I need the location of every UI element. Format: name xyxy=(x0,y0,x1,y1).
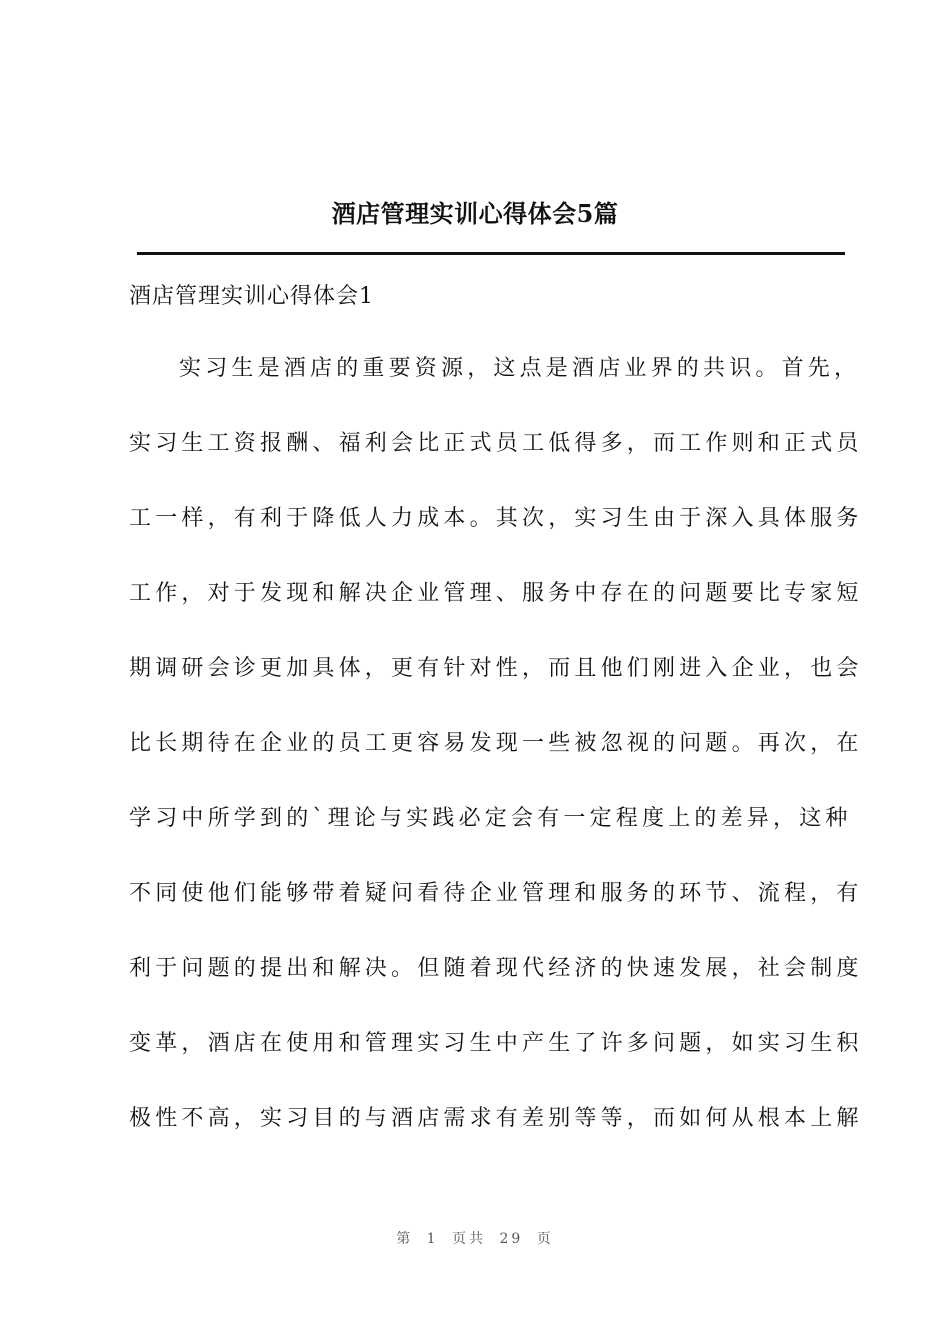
paragraph-line: 极性不高，实习目的与酒店需求有差别等等，而如何从根本上解 xyxy=(129,1106,863,1131)
paragraph-line: 期调研会诊更加具体，更有针对性，而且他们刚进入企业，也会 xyxy=(129,656,863,681)
paragraph-line: 利于问题的提出和解决。但随着现代经济的快速发展，社会制度 xyxy=(129,956,863,981)
section-heading: 酒店管理实训心得体会1 xyxy=(129,284,374,309)
paragraph-line: 工作，对于发现和解决企业管理、服务中存在的问题要比专家短 xyxy=(129,581,863,606)
paragraph-line: 实习生是酒店的重要资源，这点是酒店业界的共识。首先， xyxy=(179,356,861,381)
paragraph-line: 不同使他们能够带着疑问看待企业管理和服务的环节、流程，有 xyxy=(129,881,863,906)
paragraph-line: 比长期待在企业的员工更容易发现一些被忽视的问题。再次，在 xyxy=(129,731,863,756)
body-paragraph xyxy=(129,349,863,1174)
paragraph-line: 工一样，有利于降低人力成本。其次，实习生由于深入具体服务 xyxy=(129,506,863,531)
paragraph-line: 变革，酒店在使用和管理实习生中产生了许多问题，如实习生积 xyxy=(129,1031,863,1056)
paragraph-line: 实习生工资报酬、福利会比正式员工低得多，而工作则和正式员 xyxy=(129,431,863,456)
document-title: 酒店管理实训心得体会5篇 xyxy=(331,199,619,228)
title-underline-rule xyxy=(137,252,845,255)
page-number-footer: 第 1 页共 29 页 xyxy=(396,1231,554,1247)
paragraph-line: 学习中所学到的`理论与实践必定会有一定程度上的差异，这种 xyxy=(129,806,852,831)
